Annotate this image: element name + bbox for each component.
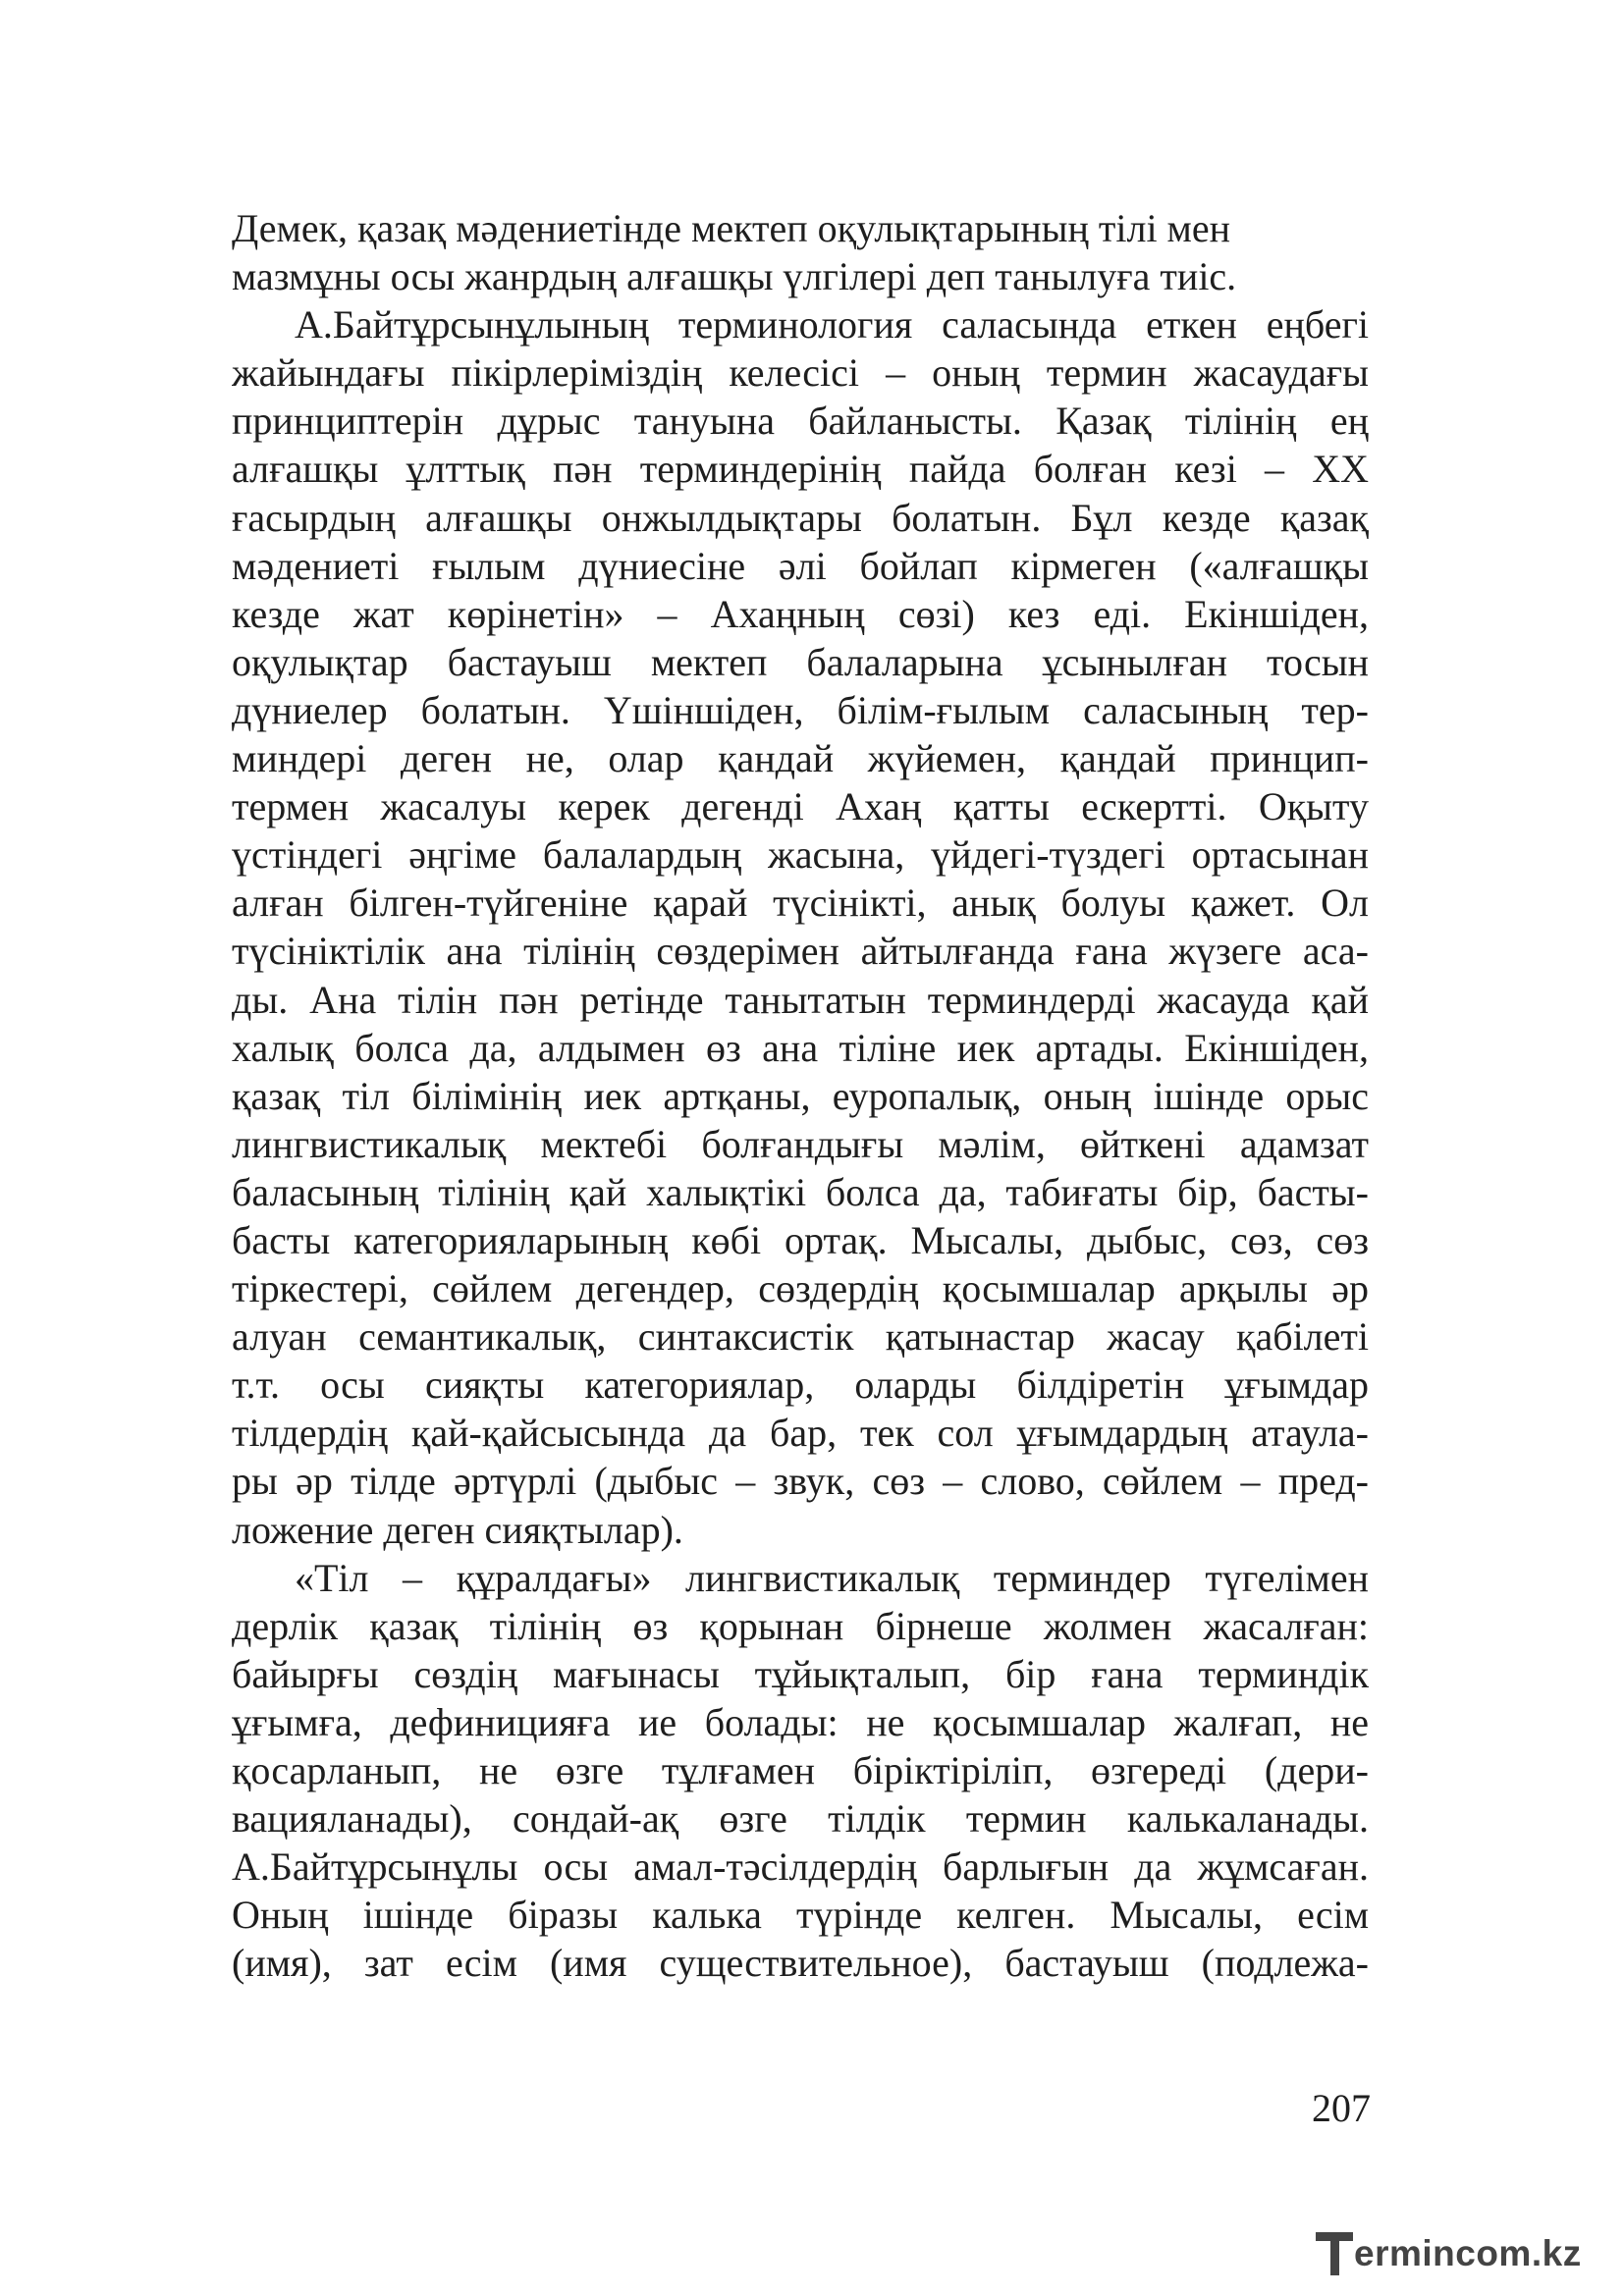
text-line: алған білген-түйгеніне қарай түсінікті, анық болуы қажет. Ол — [232, 881, 1369, 926]
text-line: оқулықтар бастауыш мектеп балаларына ұсынылған тосын — [232, 639, 1369, 684]
text-line: А.Байтұрсынұлы осы амал-тәсілдердің барлығын да жұмсаған. — [232, 1844, 1369, 1890]
text-line: ұғымға, дефиницияға ие болады: не қосымшалар жалғап, не — [232, 1699, 1369, 1744]
text-line: А.Байтұрсынұлының терминология саласында еткен еңбегі — [295, 302, 1369, 347]
text-line: миндері деген не, олар қандай жүйемен, қандай принцип- — [232, 736, 1369, 781]
text-line: мәдениеті ғылым дүниесіне әлі бойлап кірмеген («алғашқы — [232, 543, 1369, 588]
text-line: Оның ішінде біразы калька түрінде келген. Мысалы, есім — [232, 1893, 1369, 1938]
text-line: ғасырдың алғашқы онжылдықтары болатын. Бұл кезде қазақ — [232, 495, 1369, 540]
watermark-text: ermincom.kz — [1354, 2233, 1582, 2273]
text-line: жайындағы пікірлеріміздің келесісі – оның термин жасаудағы — [232, 350, 1369, 396]
text-line: мазмұны осы жанрдың алғашқы үлгілері деп танылуға тиіс. — [232, 254, 1237, 299]
text-line: үстіндегі әңгіме балалардың жасына, үйдегі-түздегі ортасынан — [232, 832, 1369, 878]
text-line: т.т. осы сияқты категориялар, оларды білдіретін ұғымдар — [232, 1362, 1369, 1408]
text-line: ды. Ана тілін пән ретінде танытатын терминдерді жасауда қай — [232, 977, 1369, 1022]
text-line: алуан семантикалық, синтаксистік қатынастар жасау қабілеті — [232, 1314, 1369, 1360]
text-line: баласының тілінің қай халықтікі болса да, табиғаты бір, басты- — [232, 1169, 1369, 1214]
t-logo-icon — [1316, 2232, 1353, 2275]
text-line: кезде жат көрінетін» – Ахаңның сөзі) кез еді. Екіншіден, — [232, 591, 1369, 636]
body-text — [232, 204, 1369, 1987]
text-line: ры әр тілде әртүрлі (дыбыс – звук, сөз – слово, сөйлем – пред- — [232, 1459, 1369, 1504]
text-line: принциптерін дұрыс тануына байланысты. Қазақ тілінің ең — [232, 399, 1369, 444]
text-line: «Тіл – құралдағы» лингвистикалық терминдер түгелімен — [295, 1555, 1369, 1600]
text-line: Демек, қазақ мәдениетінде мектеп оқулықтарының тілі мен — [232, 206, 1231, 250]
text-line: алғашқы ұлттық пән терминдерінің пайда болған кезі – XX — [232, 447, 1369, 492]
text-line: басты категорияларының көбі ортақ. Мысалы, дыбыс, сөз, сөз — [232, 1217, 1369, 1262]
text-line: халық болса да, алдымен өз ана тіліне иек артады. Екіншіден, — [232, 1025, 1369, 1070]
text-line: тіркестері, сөйлем дегендер, сөздердің қосымшалар арқылы әр — [232, 1266, 1369, 1311]
page-number: 207 — [1312, 2086, 1371, 2130]
text-line: қазақ тіл білімінің иек артқаны, еуропалық, оның ішінде орыс — [232, 1073, 1369, 1118]
text-line: дерлік қазақ тілінің өз қорынан бірнеше жолмен жасалған: — [232, 1603, 1369, 1648]
text-line: тілдердің қай-қайсысында да бар, тек сол ұғымдардың атаула- — [232, 1411, 1369, 1456]
text-line: (имя), зат есім (имя существительное), бастауыш (подлежа- — [232, 1941, 1369, 1986]
text-line: байырғы сөздің мағынасы тұйықталып, бір ғана терминдік — [232, 1651, 1369, 1696]
text-line: дүниелер болатын. Үшіншіден, білім-ғылым саласының тер- — [232, 687, 1369, 732]
text-line: лингвистикалық мектебі болғандығы мәлім, өйткені адамзат — [232, 1121, 1369, 1166]
watermark-logo — [1316, 2220, 1582, 2275]
text-line: ложение деген сияқтылар). — [232, 1507, 683, 1552]
text-line: түсініктілік ана тілінің сөздерімен айтылғанда ғана жүзеге аса- — [232, 929, 1369, 974]
text-line: қосарланып, не өзге тұлғамен біріктіріліп, өзгереді (дери- — [232, 1748, 1369, 1792]
text-line: термен жасалуы керек дегенді Ахаң қатты ескертті. Оқыту — [232, 784, 1369, 829]
text-line: вацияланады), сондай-ақ өзге тілдік термин калькаланады. — [232, 1796, 1369, 1842]
